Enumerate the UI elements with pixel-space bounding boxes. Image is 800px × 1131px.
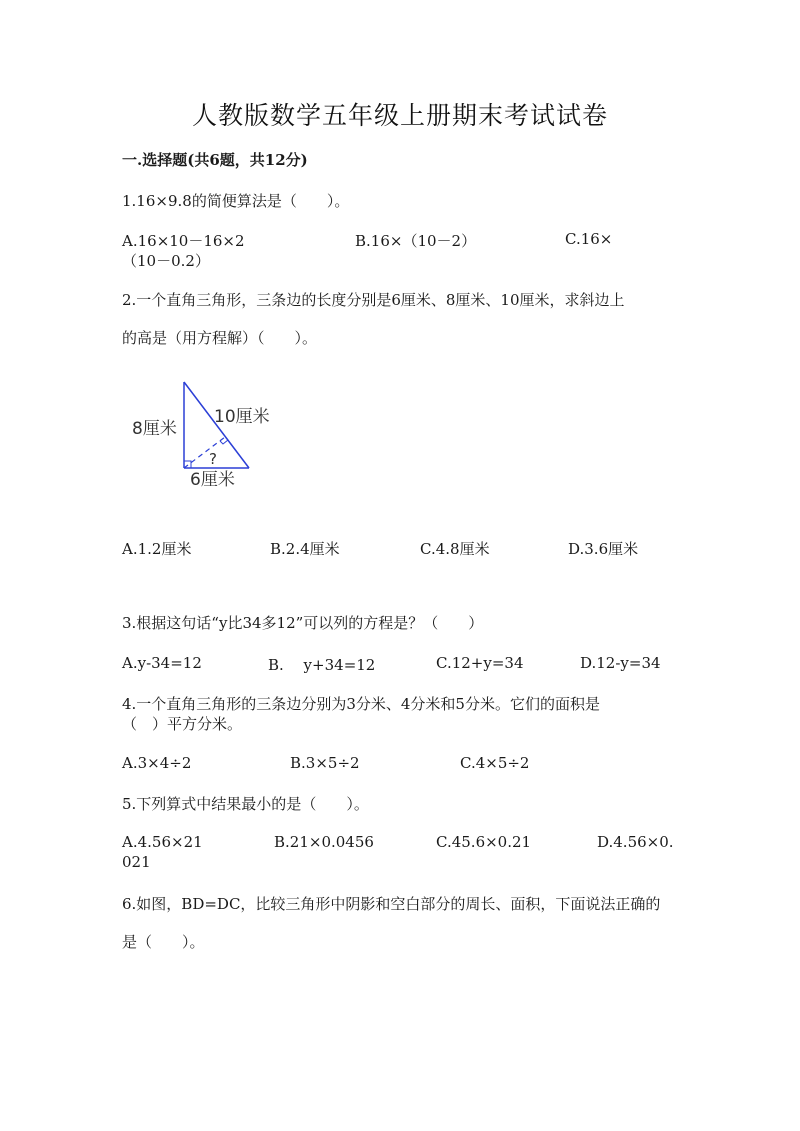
question-6-stem-line-1: 6.如图，BD=DC，比较三角形中阴影和空白部分的周长、面积，下面说法正确的 [122,895,661,913]
question-5-option-c: C.45.6×0.21 [436,833,532,851]
question-2-stem-line-1: 2.一个直角三角形，三条边的长度分别是6厘米、8厘米、10厘米，求斜边上 [122,291,625,309]
question-1-option-c: C.16× [565,230,613,248]
question-4-option-c: C.4×5÷2 [460,754,530,772]
question-1-stem: 1.16×9.8的简便算法是（ ）。 [122,192,350,210]
question-3-option-d: D.12-y=34 [580,654,661,672]
question-6-stem-line-2: 是（ ）。 [122,933,205,951]
question-5-option-d: D.4.56×0. [597,833,674,851]
bottom-side-label: 6厘米 [190,470,235,490]
right-triangle-figure [122,372,282,492]
question-2-option-b: B.2.4厘米 [270,540,340,558]
question-4-stem-line-2: （ ）平方分米。 [122,715,243,733]
question-1-option-c-continued: （10－0.2） [122,252,210,270]
question-3-option-a: A.y-34=12 [122,654,202,672]
question-2-option-a: A.1.2厘米 [122,540,192,558]
page-title: 人教版数学五年级上册期末考试试卷 [191,101,608,130]
question-4-stem-line-1: 4.一个直角三角形的三条边分别为3分米、4分米和5分米。它们的面积是 [122,695,600,713]
question-5-option-b: B.21×0.0456 [274,833,374,851]
question-4-option-b: B.3×5÷2 [290,754,360,772]
question-2-option-c: C.4.8厘米 [420,540,490,558]
question-3-option-c: C.12+y=34 [436,654,524,672]
question-2-stem-line-2: 的高是（用方程解）（ ）。 [122,329,318,347]
height-question-label: ? [209,450,217,468]
question-5-option-a: A.4.56×21 [122,833,203,851]
question-5-stem: 5.下列算式中结果最小的是（ ）。 [122,795,369,813]
hypotenuse-label: 10厘米 [214,407,270,427]
question-3-stem: 3.根据这句话“y比34多12”可以列的方程是？（ ） [122,614,484,632]
question-4-option-a: A.3×4÷2 [122,754,192,772]
section-heading: 一.选择题(共6题，共12分) [122,151,308,169]
question-2-option-d: D.3.6厘米 [568,540,639,558]
question-5-option-d-continued: 021 [122,853,151,871]
hypotenuse-height-dashed [184,437,225,468]
question-3-option-b: B. y+34=12 [268,656,376,674]
left-side-label: 8厘米 [132,419,177,439]
question-1-option-a: A.16×10－16×2 [122,232,245,250]
question-1-option-b: B.16×（10－2） [355,232,477,250]
